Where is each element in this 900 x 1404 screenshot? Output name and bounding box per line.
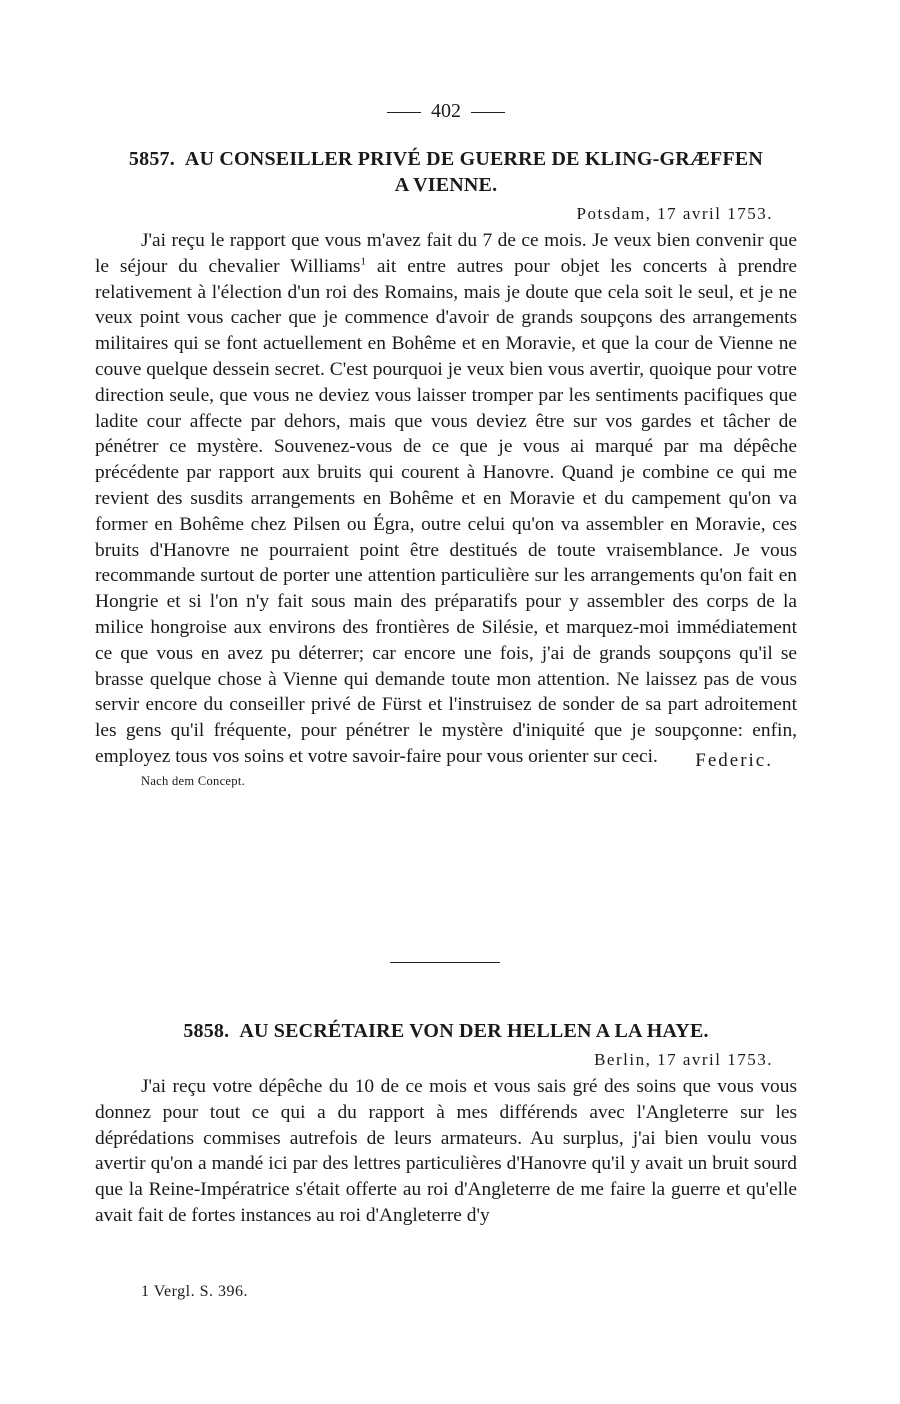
dash-right — [471, 112, 505, 113]
letter-body — [95, 228, 797, 770]
letter-title: AU CONSEILLER PRIVÉ DE GUERRE DE KLING-GRÆFFEN A VIENNE. — [184, 148, 764, 196]
letter-5858 — [95, 1018, 797, 1229]
letter-title: AU SECRÉTAIRE VON DER HELLEN A LA HAYE. — [239, 1020, 709, 1042]
letter-number: 5857. — [128, 148, 175, 170]
body-text: J'ai reçu votre dépêche du 10 de ce mois et vous sais gré des soins que vous vous donnez pour tout ce qui a du rapport à mes différends avec l'Angleterre sur les déprédations commises autrefois de leurs armateurs. Au surplus, j'ai bien voulu vous avertir qu'on a mandé ici par des lettres particulières d'Hanovre qu'il y avait un bruit sourd que la Reine-Impératrice s'était offerte au roi d'Angleterre de me faire la guerre et qu'elle avait fait de fortes instances au roi d'Angleterre d'y — [95, 1076, 797, 1226]
body-part-2: ait entre autres pour objet les concerts à prendre relativement à l'élection d'un roi des Romains, mais je doute que cela soit le seul, et je ne veux point vous cacher que je commence d'avoir de grands soupçons des arrangements militaires qui se font actuellement en Bohême et en Moravie, et que la cour de Vienne ne couve quelque dessein secret. C'est pourquoi je veux bien vous avertir, quoique pour votre direction seule, que vous ne deviez vous laisser tromper par les sentiments pacifiques que ladite cour affecte par dehors, mais que vous deviez être sur vos gardes et tâcher de pénétrer ce mystère. Souvenez-vous de ce que je vous ai marqué par ma dépêche précédente par rapport aux bruits qui courent à Hanovre. Quand je combine ce qui me revient des susdits arrangements en Bohême et en Moravie et du campement qu'on va former en Bohême chez Pilsen ou Égra, outre celui qu'on va assembler en Moravie, ces bruits d'Hanovre ne pourraient point être destitués de toute vraisemblance. Je vous recommande surtout de porter une attention particulière sur les arrangements qu'on fait en Hongrie et si l'on n'y fait sous main des préparatifs pour y assembler des corps de la milice hongroise aux environs des frontières de Silésie, et marquez-moi immédiatement ce que vous en avez pu déterrer; car encore une fois, j'ai de grands soupçons qu'il se brasse quelque chose à Vienne qui demande toute mon attention. Ne laissez pas de vous servir encore du conseiller privé de Fürst et l'instruisez de sonder de sa part adroitement les gens qu'il fréquente, pour pénétrer le mystère d'iniquité que je soupçonne: enfin, employez tous vos soins et votre savoir-faire pour vous orienter sur ceci. — [95, 255, 798, 767]
dateline: Berlin, 17 avril 1753. — [594, 1050, 773, 1069]
source-note: Nach dem Concept. — [141, 773, 246, 788]
footnote-marker[interactable]: 1 — [360, 255, 366, 268]
dateline: Potsdam, 17 avril 1753. — [576, 204, 773, 223]
section-separator — [390, 962, 500, 963]
letter-heading — [95, 146, 797, 198]
body-part-1: J'ai reçu le rapport que vous m'avez fait du 7 de ce mois. Je veux bien convenir que le séjour du chevalier Williams — [95, 230, 797, 277]
footnote: 1 Vergl. S. 396. — [141, 1283, 248, 1300]
letter-body — [95, 1074, 797, 1229]
page-number: 402 — [95, 100, 797, 123]
signature: Federic. — [695, 749, 773, 771]
dash-left — [387, 112, 421, 113]
letter-heading — [95, 1018, 797, 1044]
letter-number: 5858. — [183, 1020, 230, 1042]
letter-5857 — [95, 146, 797, 789]
